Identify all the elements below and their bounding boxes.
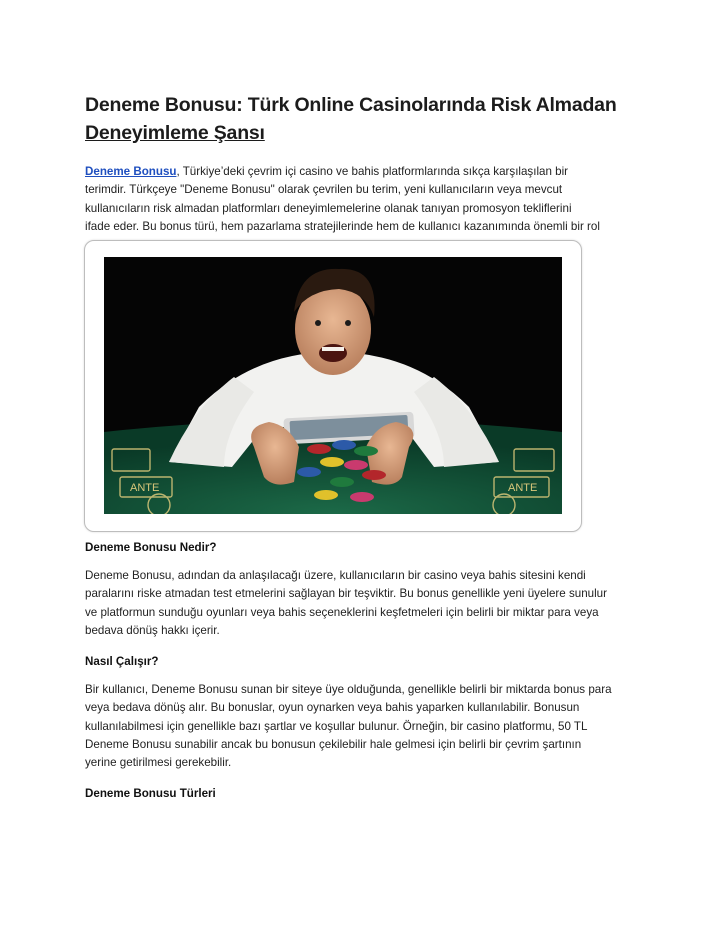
intro-line-3: kullanıcıların risk almadan platformları deneyimlemelerine olanak tanıyan promosyon tekliflerini	[85, 201, 572, 215]
casino-player-photo	[104, 257, 562, 514]
nasil-line-5: yerine getirilmesi gerekebilir.	[85, 756, 232, 770]
intro-line-1	[85, 163, 640, 181]
section-heading-turleri: Deneme Bonusu Türleri	[85, 787, 216, 800]
section-heading-nedir: Deneme Bonusu Nedir?	[85, 541, 217, 554]
title-line-2: Deneyimleme Şansı	[85, 122, 265, 144]
nedir-line-1: Deneme Bonusu, adından da anlaşılacağı üzere, kullanıcıların bir casino veya bahis sitesini kendi	[85, 569, 586, 582]
nasil-line-3: kullanılabilmesi için genellikle bazı şartlar ve koşullar bulunur. Örneğin, bir casino platformu, 50 TL	[85, 719, 588, 733]
section-heading-nasil-calisir: Nasıl Çalışır?	[85, 655, 159, 668]
nasil-line-4: Deneme Bonusu sunabilir ancak bu bonusun çekilebilir hale gelmesi için belirli bir çevrim şartının	[85, 737, 582, 751]
felt-label-right: ANTE	[508, 482, 538, 494]
section-nasil-calisir-paragraph	[85, 681, 640, 772]
deneme-bonusu-link[interactable]: Deneme Bonusu	[85, 165, 177, 178]
article-image-frame	[84, 240, 582, 532]
intro-line-2: terimdir. Türkçeye "Deneme Bonusu" olarak çevrilen bu terim, yeni kullanıcıların veya mevcut	[85, 183, 563, 197]
nasil-line-2: veya bedava dönüş alır. Bu bonuslar, oyun oynarken veya bahis yaparken kullanılabilir. Bonusun	[85, 701, 580, 715]
nasil-line-1: Bir kullanıcı, Deneme Bonusu sunan bir siteye üye olduğunda, genellikle belirli bir miktarda bonus para	[85, 683, 612, 696]
nedir-line-4: bedava dönüş hakkı içerir.	[85, 623, 220, 637]
section-nedir-paragraph	[85, 567, 640, 640]
intro-paragraph	[85, 163, 640, 236]
nedir-line-2: paralarını riske atmadan test etmelerini sağlayan bir teşviktir. Bu bonus genellikle yeni üyelere sunulur	[85, 587, 607, 601]
felt-label-left: ANTE	[130, 482, 160, 494]
intro-line-1-text: , Türkiye’deki çevrim içi casino ve bahis platformlarında sıkça karşılaşılan bir	[176, 165, 569, 178]
title-line-1: Deneme Bonusu: Türk Online Casinolarında Risk Almadan	[85, 94, 617, 116]
intro-line-4: ifade eder. Bu bonus türü, hem pazarlama stratejilerinde hem de kullanıcı kazanımında önemli bir rol	[85, 219, 600, 233]
article-title	[85, 91, 645, 147]
nedir-line-3: ve platformun sunduğu oyunları veya bahis seçeneklerini keşfetmeleri için belirli bir miktar para veya	[85, 605, 599, 619]
